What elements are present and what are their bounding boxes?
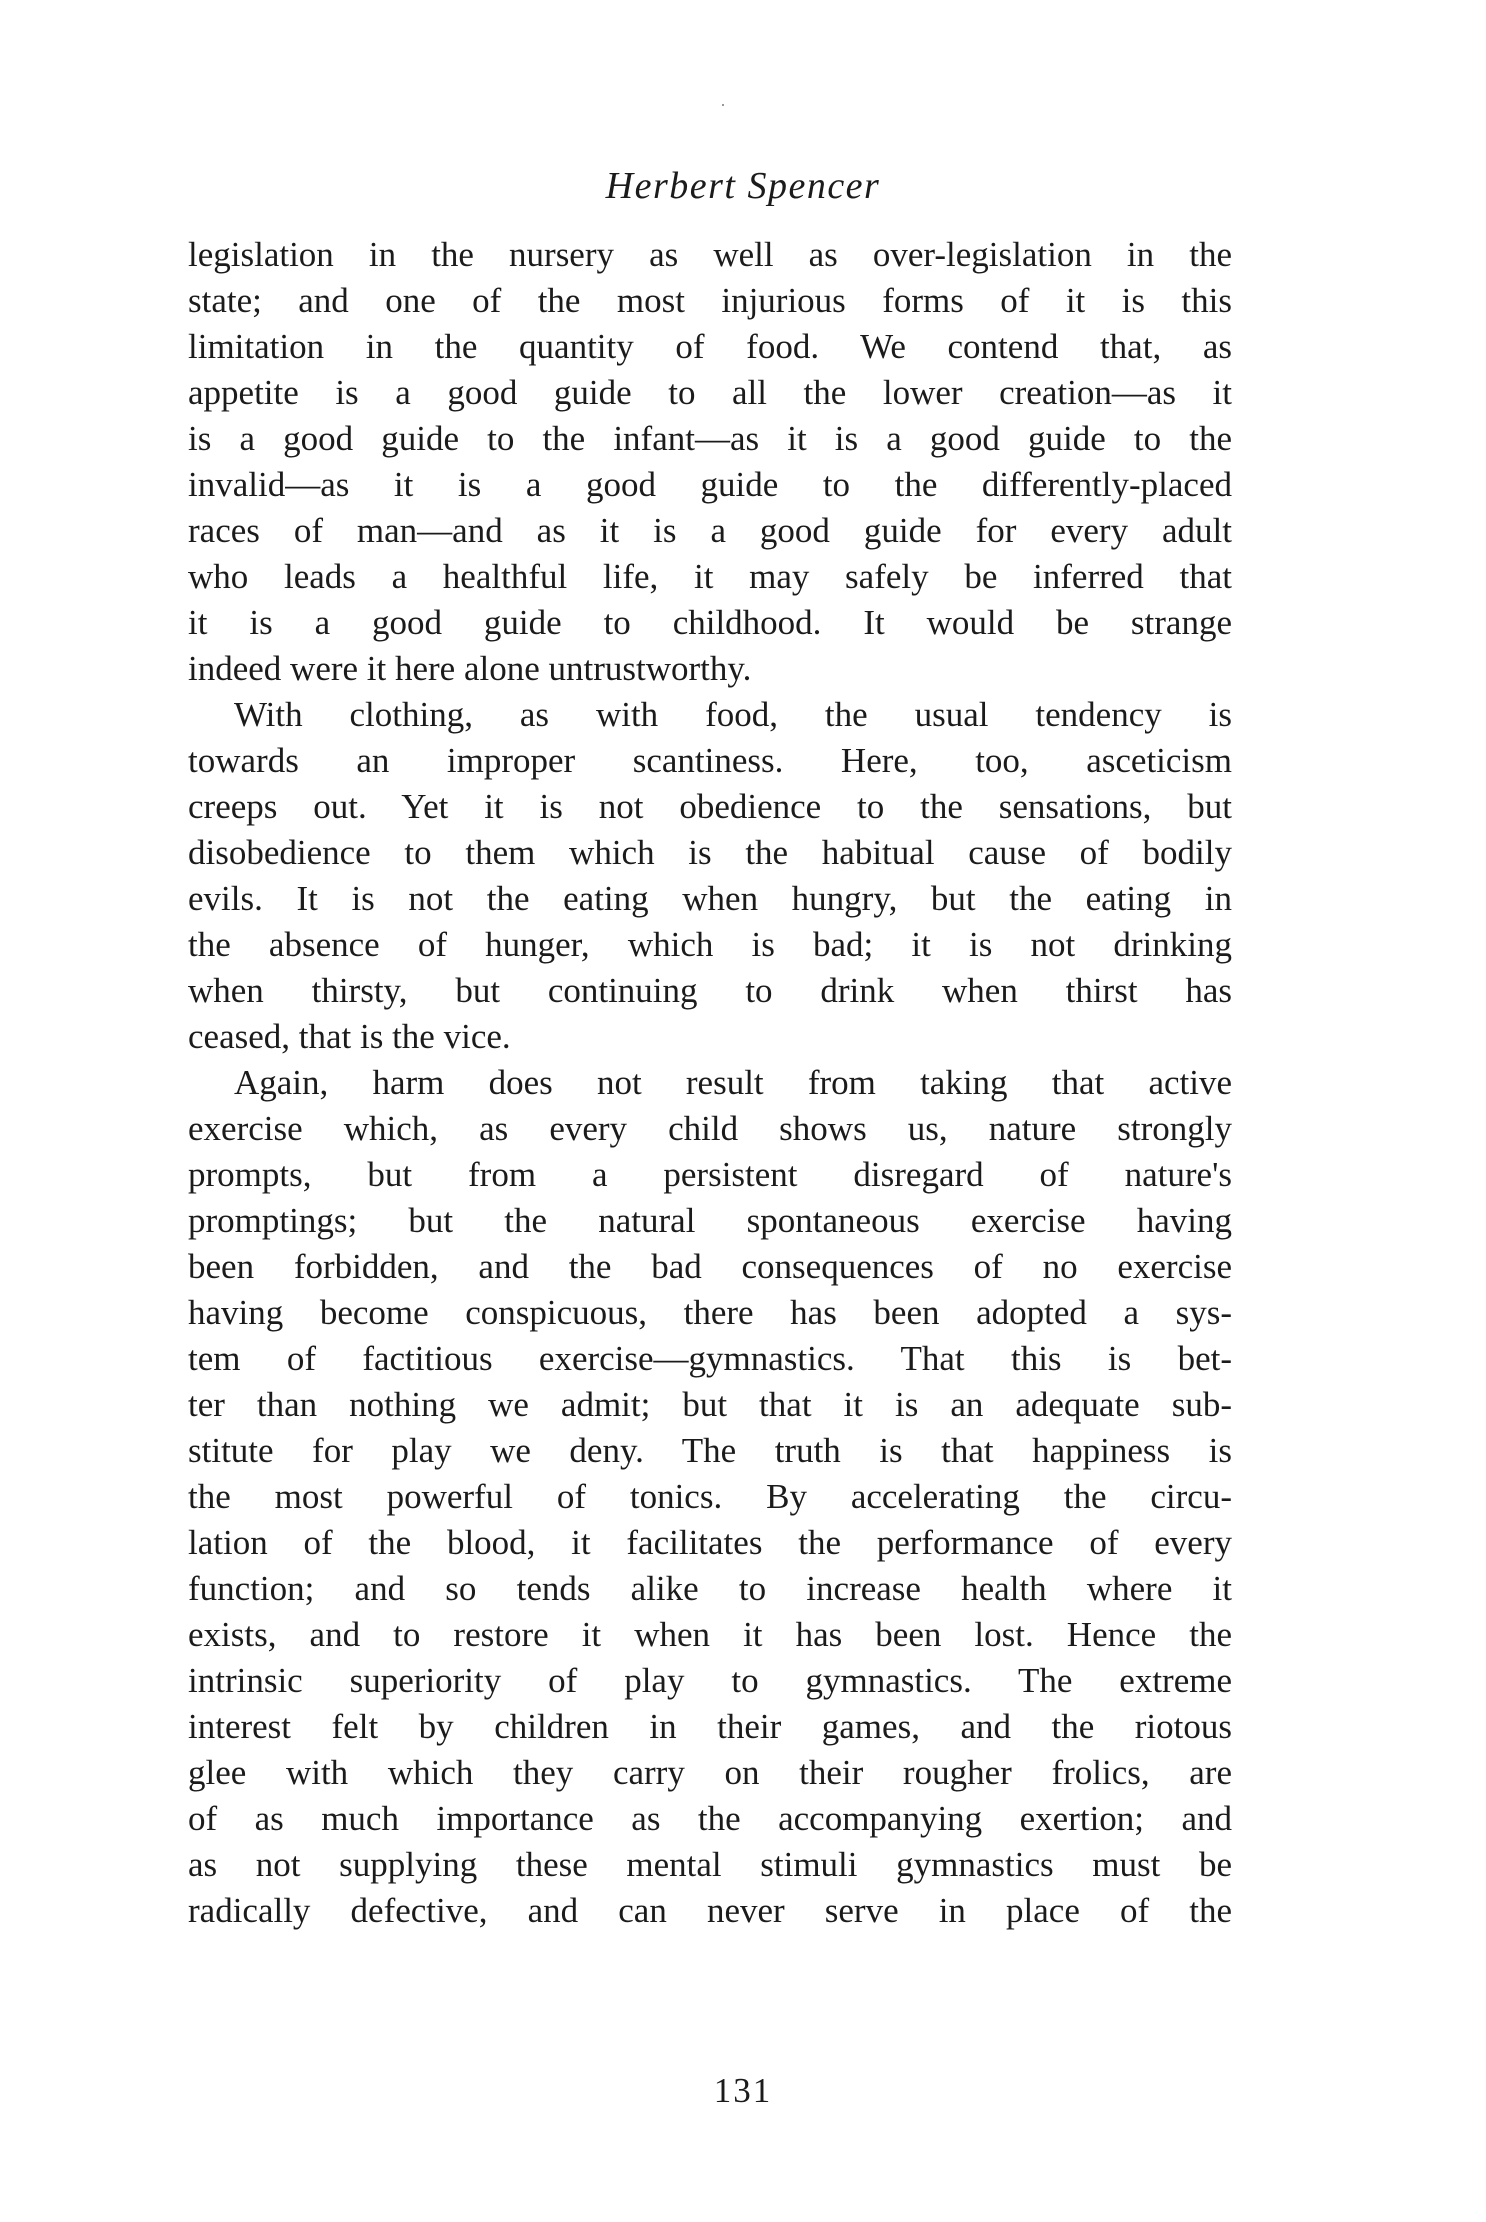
text-line: tem of factitious exercise—gymnastics. That this is bet- <box>188 1339 1232 1378</box>
text-line: function; and so tends alike to increase health where it <box>188 1569 1232 1608</box>
text-line: races of man—and as it is a good guide for every adult <box>188 511 1232 550</box>
text-line: appetite is a good guide to all the lower creation—as it <box>188 373 1232 412</box>
text-line: exists, and to restore it when it has been lost. Hence the <box>188 1615 1232 1654</box>
text-line: ter than nothing we admit; but that it is an adequate sub- <box>188 1385 1232 1424</box>
text-line: promptings; but the natural spontaneous exercise having <box>188 1201 1232 1240</box>
text-line: exercise which, as every child shows us, nature strongly <box>188 1109 1232 1148</box>
text-line: radically defective, and can never serve in place of the <box>188 1891 1232 1930</box>
print-speck <box>722 104 724 106</box>
text-line: stitute for play we deny. The truth is that happiness is <box>188 1431 1232 1470</box>
text-line: invalid—as it is a good guide to the differently-placed <box>188 465 1232 504</box>
text-line: is a good guide to the infant—as it is a good guide to the <box>188 419 1232 458</box>
text-line: the most powerful of tonics. By accelerating the circu- <box>188 1477 1232 1516</box>
text-line: With clothing, as with food, the usual tendency is <box>234 695 1232 734</box>
text-line: having become conspicuous, there has been adopted a sys- <box>188 1293 1232 1332</box>
text-line: state; and one of the most injurious forms of it is this <box>188 281 1232 320</box>
text-line: evils. It is not the eating when hungry, but the eating in <box>188 879 1232 918</box>
text-line: interest felt by children in their games, and the riotous <box>188 1707 1232 1746</box>
text-line: limitation in the quantity of food. We contend that, as <box>188 327 1232 366</box>
text-line: prompts, but from a persistent disregard of nature's <box>188 1155 1232 1194</box>
text-line: as not supplying these mental stimuli gymnastics must be <box>188 1845 1232 1884</box>
paragraph-2 <box>188 692 1232 1060</box>
text-line: Again, harm does not result from taking that active <box>234 1063 1232 1102</box>
body-text <box>188 232 1232 1934</box>
text-line: it is a good guide to childhood. It would be strange <box>188 603 1232 642</box>
text-line: towards an improper scantiness. Here, too, asceticism <box>188 741 1232 780</box>
running-head: Herbert Spencer <box>605 165 881 207</box>
text-line: indeed were it here alone untrustworthy. <box>188 649 752 688</box>
text-line: of as much importance as the accompanying exertion; and <box>188 1799 1232 1838</box>
text-line: been forbidden, and the bad consequences of no exercise <box>188 1247 1232 1286</box>
text-line: who leads a healthful life, it may safely be inferred that <box>188 557 1232 596</box>
text-line: lation of the blood, it facilitates the performance of every <box>188 1523 1232 1562</box>
paragraph-1 <box>188 232 1232 692</box>
text-line: ceased, that is the vice. <box>188 1017 511 1056</box>
text-line: creeps out. Yet it is not obedience to the sensations, but <box>188 787 1232 826</box>
text-line: intrinsic superiority of play to gymnastics. The extreme <box>188 1661 1232 1700</box>
page-number: 131 <box>713 2071 773 2110</box>
text-line: disobedience to them which is the habitual cause of bodily <box>188 833 1232 872</box>
text-line: the absence of hunger, which is bad; it is not drinking <box>188 925 1232 964</box>
paragraph-3 <box>188 1060 1232 1934</box>
text-line: when thirsty, but continuing to drink when thirst has <box>188 971 1232 1010</box>
text-line: legislation in the nursery as well as over-legislation in the <box>188 235 1232 274</box>
text-line: glee with which they carry on their rougher frolics, are <box>188 1753 1232 1792</box>
